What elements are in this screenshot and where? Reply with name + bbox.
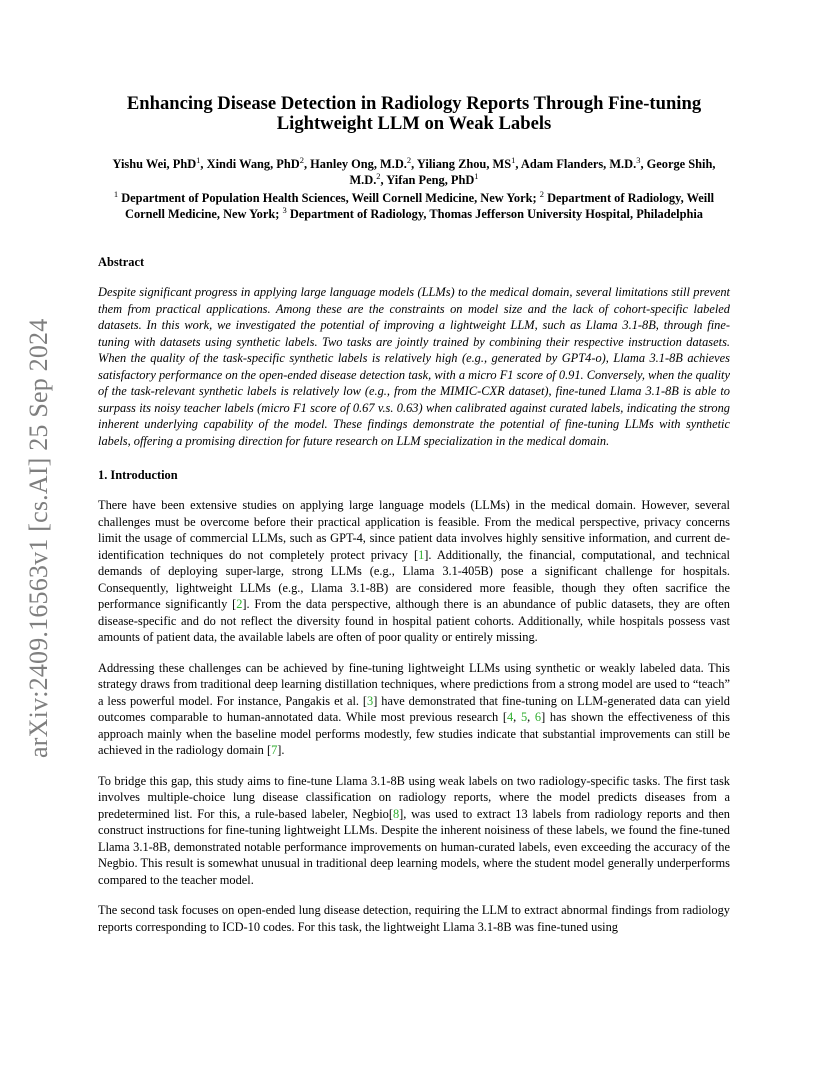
- paragraph-text: There have been extensive studies on applying large language models (LLMs) in the medical domain. However, several challenges must be overcome before their practical application is feasible. From the medical perspective, privacy concerns limit the usage of commercial LLMs, such as GPT-4, since patient data involves highly sensitive information, and current de-identification techniques do not completely protect privacy [: [98, 498, 730, 562]
- author-affiliation-mark: 1: [196, 155, 201, 165]
- citation-link[interactable]: 1: [418, 547, 425, 562]
- paper-title: Enhancing Disease Detection in Radiology Reports Through Fine-tuning Lightweight LLM on Weak Labels: [126, 93, 702, 134]
- citation-link[interactable]: 6: [534, 710, 542, 724]
- paragraph-text: ]. Additionally, the financial, computational, and technical demands of deploying super-large, strong LLMs (e.g., Llama 3.1-405B) pose a significant challenge for hospitals. Consequently, lightweight LLMs (e.g., Llama 3.1-8B) are considered more feasible, though they often sacrifice the performance significantly [: [98, 547, 730, 611]
- paragraph-text: To bridge this gap, this study aims to fine-tune Llama 3.1-8B using weak labels on two radiology-specific tasks. The first task involves multiple-choice lung disease classification on radiology reports, where the model predicts diseases from a predetermined list. For this, a rule-based labeler, Negbio[: [98, 773, 730, 821]
- citation-link[interactable]: 8: [392, 806, 400, 821]
- citation-link[interactable]: 3: [367, 693, 374, 708]
- author-separator: ,: [515, 157, 521, 171]
- abstract-text: Despite significant progress in applying large language models (LLMs) to the medical domain, several limitations still prevent them from practical applications. Among these are the constraints on model size and the lack of cohort-specific labeled datasets. In this work, we investigated the potential of improving a lightweight LLM, such as Llama 3.1-8B, through fine-tuning with datasets using synthetic labels. Two tasks are jointly trained by combining their respective instruction datasets. When the quality of the task-specific synthetic labels is relatively high (e.g., generated by GPT4-o), Llama 3.1-8B achieves satisfactory performance on the open-ended disease detection task, with a micro F1 score of 0.91. Conversely, when the quality of the task-relevant synthetic labels is relatively low (e.g., from the MIMIC-CXR dataset), fine-tuned Llama 3.1-8B is able to surpass its noisy teacher labels (micro F1 score of 0.67 v.s. 0.63) when calibrated against curated labels, indicating the strong inherent underlying capability of the model. These findings demonstrate the potential of fine-tuning LLMs with synthetic labels, offering a promising direction for future research on LLM specialization in the medical domain.: [98, 285, 730, 448]
- affiliation-text: Department of Radiology, Thomas Jefferson University Hospital, Philadelphia: [286, 207, 703, 221]
- author-name: Hanley Ong, M.D.: [310, 157, 407, 171]
- introduction-body: [98, 497, 730, 935]
- arxiv-stamp: [20, 296, 58, 758]
- author-affiliation-mark: 2: [406, 155, 412, 165]
- paper-page: [98, 94, 730, 935]
- affiliation-mark: 2: [539, 189, 544, 199]
- intro-paragraph: [98, 902, 730, 935]
- intro-paragraph: [98, 773, 730, 889]
- intro-paragraph: [98, 660, 730, 759]
- citation-link[interactable]: 7: [271, 743, 278, 757]
- author-list: [98, 156, 730, 188]
- citation-link[interactable]: 2: [236, 597, 243, 611]
- paragraph-text: ].: [277, 743, 285, 757]
- author-affiliation-mark: 2: [299, 155, 304, 165]
- author-affiliation-mark: 1: [511, 155, 516, 165]
- paragraph-text: The second task focuses on open-ended lung disease detection, requiring the LLM to extract abnormal findings from radiology reports corresponding to ICD-10 codes. For this task, the lightweight Llama 3.1-8B was fine-tuned using: [98, 903, 730, 934]
- author-name: Adam Flanders, M.D.: [520, 157, 637, 171]
- affiliation-text: Department of Radiology, Weill Cornell Medicine, New York;: [125, 191, 715, 221]
- author-affiliation-mark: 2: [376, 171, 381, 181]
- citation-link[interactable]: 4: [506, 710, 514, 724]
- affiliation-list: [98, 190, 730, 222]
- arxiv-identifier: arXiv:2409.16563v1 [cs.AI] 25 Sep 2024: [24, 318, 53, 758]
- author-separator: ,: [303, 157, 311, 171]
- paragraph-text: ], was used to extract 13 labels from radiology reports and then construct instructions for fine-tuning lightweight LLMs. Despite the inherent noisiness of these labels, we found the fine-tuned Llama 3.1-8B, demonstrated notable performance improvements on human-curated labels, even exceeding the accuracy of the Negbio. This result is somewhat unusual in traditional deep learning models, where the student model generally underperforms compared to the teacher model.: [98, 806, 730, 887]
- intro-paragraph: [98, 497, 730, 646]
- abstract-heading: Abstract: [98, 255, 145, 269]
- author-name: Yifan Peng, PhD: [386, 173, 475, 187]
- author-affiliation-mark: 1: [474, 171, 479, 181]
- author-name: Yishu Wei, PhD: [112, 157, 197, 171]
- paragraph-text: ,: [513, 710, 521, 724]
- author-separator: ,: [200, 157, 207, 171]
- paragraph-text: Addressing these challenges can be achieved by fine-tuning lightweight LLMs using synthetic or weakly labeled data. This strategy draws from traditional deep learning distillation techniques, where predictions from a strong model are used to “teach” a less powerful model. For instance, Pangakis et al. [: [98, 660, 730, 708]
- paragraph-text: ] have demonstrated that fine-tuning on LLM-generated data can yield outcomes comparable to human-annotated data. While most previous research [: [98, 693, 730, 724]
- author-separator: ,: [640, 157, 647, 171]
- author-name: Xindi Wang, PhD: [206, 157, 300, 171]
- paragraph-text: ] has shown the effectiveness of this approach mainly when the baseline model performs modestly, few studies indicate that substantial improvements can still be achieved in the radiology domain [: [98, 710, 730, 757]
- paragraph-text: ]. From the data perspective, although there is an abundance of public datasets, they are often disease-specific and do not reflect the diversity found in hospital patient cohorts. Additionally, while hospitals possess vast amounts of patient data, the available labels are often of poor quality or entirely missing.: [98, 597, 730, 644]
- author-separator: ,: [411, 157, 417, 171]
- paragraph-text: ,: [527, 710, 535, 724]
- affiliation-mark: 3: [282, 205, 287, 215]
- introduction-heading: 1. Introduction: [98, 468, 178, 482]
- author-affiliation-mark: 3: [636, 155, 641, 165]
- author-name: Yiliang Zhou, MS: [416, 157, 512, 171]
- author-separator: ,: [380, 173, 387, 187]
- author-name: George Shih, M.D.: [349, 157, 716, 187]
- affiliation-mark: 1: [113, 189, 119, 199]
- citation-link[interactable]: 5: [520, 710, 528, 724]
- affiliation-text: Department of Population Health Sciences, Weill Cornell Medicine, New York;: [118, 191, 540, 205]
